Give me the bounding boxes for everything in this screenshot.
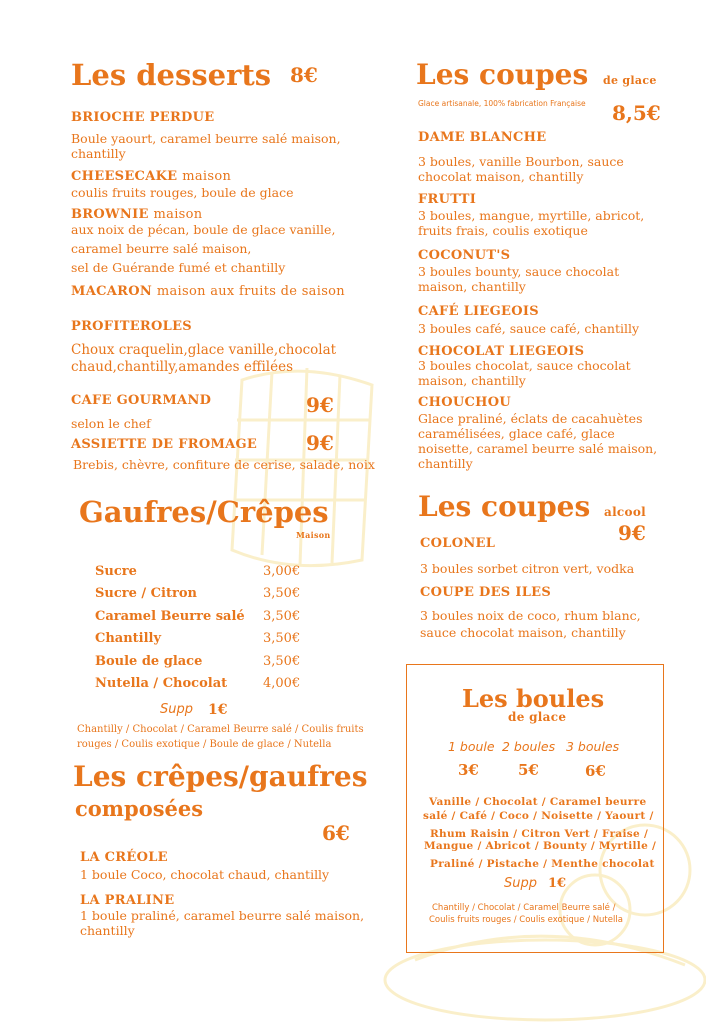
menu-item-desc: 3 boules café, sauce café, chantilly xyxy=(418,321,640,336)
menu-item-name: BRIOCHE PERDUE xyxy=(71,110,215,125)
menu-item-name: CHOCOLAT LIEGEOIS xyxy=(418,344,585,359)
menu-item-name: CHOUCHOU xyxy=(418,395,511,410)
menu-item-name: BROWNIE maison xyxy=(71,207,203,222)
gaufres-supp-list: Chantilly / Chocolat / Caramel Beurre salé / Coulis fruits rouges / Coulis exotique / Boule de glace / Nutella xyxy=(77,724,364,750)
menu-item-desc: coulis fruits rouges, boule de glace xyxy=(71,185,294,200)
boules-option-price: 5€ xyxy=(518,761,539,779)
menu-item-desc: selon le chef xyxy=(71,416,151,431)
boules-flavours: Rhum Raisin / Citron Vert / Fraise / xyxy=(430,828,649,840)
desserts-price: 8€ xyxy=(290,63,318,87)
menu-item-desc: Brebis, chèvre, confiture de cerise, salade, noix xyxy=(73,457,375,472)
menu-item-name: COCONUT'S xyxy=(418,248,511,263)
boules-option-label: 2 boules xyxy=(502,739,556,754)
boules-option-label: 3 boules xyxy=(566,739,620,754)
coupes-glace-price: 8,5€ xyxy=(612,101,661,125)
boules-option-price: 3€ xyxy=(458,761,479,779)
table-row xyxy=(95,628,300,651)
boules-supp-list: Coulis fruits rouges / Coulis exotique / Nutella xyxy=(429,915,623,925)
boules-option-label: 1 boule xyxy=(448,739,495,754)
boules-subtitle: de glace xyxy=(508,710,567,724)
boules-option-price: 6€ xyxy=(585,762,606,780)
gaufres-supp-label: Supp xyxy=(160,702,193,717)
menu-item-name: PROFITEROLES xyxy=(71,319,192,334)
menu-item-name: LA PRALINE xyxy=(80,893,175,908)
menu-item-desc: sel de Guérande fumé et chantilly xyxy=(71,260,286,275)
boules-title: Les boules xyxy=(462,684,605,713)
coupes-glace-suffix: de glace xyxy=(603,74,657,87)
row-name: Sucre xyxy=(95,563,137,579)
menu-item-desc: 1 boule praliné, caramel beurre salé maison, chantilly xyxy=(80,908,365,938)
item-price: 9€ xyxy=(306,431,334,455)
row-name: Boule de glace xyxy=(95,653,203,669)
composees-title: Les crêpes/gaufres xyxy=(73,760,368,793)
boules-flavours: Praliné / Pistache / Menthe chocolat xyxy=(430,858,655,870)
menu-item-desc: 3 boules chocolat, sauce chocolat maison, chantilly xyxy=(418,358,631,388)
menu-item-desc: Boule yaourt, caramel beurre salé maison, chantilly xyxy=(71,131,341,161)
coupes-alcool-suffix: alcool xyxy=(604,505,647,519)
row-price: 3,00€ xyxy=(263,563,301,579)
menu-item-desc: 3 boules sorbet citron vert, vodka xyxy=(420,561,635,576)
boules-flavours: Vanille / Chocolat / Caramel beurre xyxy=(429,796,647,808)
composees-price: 6€ xyxy=(322,821,350,845)
gaufres-price-table xyxy=(95,560,300,695)
composees-subtitle: composées xyxy=(75,796,204,821)
menu-item-desc: 3 boules bounty, sauce chocolat maison, chantilly xyxy=(418,264,620,294)
menu-item-desc: Glace praliné, éclats de cacahuètes caramélisées, glace café, glace noisette, caramel beurre salé maison, chantilly xyxy=(418,411,658,471)
row-name: Caramel Beurre salé xyxy=(95,608,245,624)
row-price: 3,50€ xyxy=(263,586,301,602)
table-row xyxy=(95,605,300,628)
row-name: Nutella / Chocolat xyxy=(95,676,228,692)
row-price: 3,50€ xyxy=(263,653,301,669)
coupes-glace-note: Glace artisanale, 100% fabrication Française xyxy=(418,99,586,108)
menu-item-desc: 3 boules, mangue, myrtille, abricot, fruits frais, coulis exotique xyxy=(418,208,645,238)
row-name: Sucre / Citron xyxy=(95,586,197,602)
table-row xyxy=(95,560,300,583)
table-row xyxy=(95,650,300,673)
menu-item-name: ASSIETTE DE FROMAGE xyxy=(71,437,258,452)
menu-item-desc: 3 boules, vanille Bourbon, sauce chocolat maison, chantilly xyxy=(418,154,624,184)
coupes-glace-title: Les coupes xyxy=(416,58,589,91)
desserts-title: Les desserts xyxy=(71,58,272,92)
menu-item-name: MACARON maison aux fruits de saison xyxy=(71,284,345,299)
menu-item-name: CHEESECAKE maison xyxy=(71,169,232,184)
table-row xyxy=(95,673,300,696)
coupes-alcool-price: 9€ xyxy=(618,521,646,545)
item-price: 9€ xyxy=(306,393,334,417)
gaufres-subtitle: Maison xyxy=(296,530,331,540)
menu-item-desc: caramel beurre salé maison, xyxy=(71,241,252,256)
menu-item-desc: 1 boule Coco, chocolat chaud, chantilly xyxy=(80,867,330,882)
boules-flavours: salé / Café / Coco / Noisette / Yaourt / xyxy=(423,810,654,822)
menu-item-desc: aux noix de pécan, boule de glace vanille, xyxy=(71,222,336,237)
gaufres-supp-price: 1€ xyxy=(208,702,228,718)
boules-flavours: Mangue / Abricot / Bounty / Myrtille / xyxy=(424,840,657,852)
table-row xyxy=(95,583,300,606)
menu-item-name: CAFE GOURMAND xyxy=(71,393,212,408)
menu-item-name: FRUTTI xyxy=(418,192,477,207)
menu-item-name: COUPE DES ILES xyxy=(420,585,552,600)
menu-item-desc: Choux craquelin,glace vanille,chocolat chaud,chantilly,amandes effilées xyxy=(71,342,337,375)
row-price: 3,50€ xyxy=(263,631,301,647)
menu-item-name: COLONEL xyxy=(420,536,496,551)
gaufres-title: Gaufres/Crêpes xyxy=(79,495,329,529)
boules-supp-list: Chantilly / Chocolat / Caramel Beurre salé / xyxy=(432,903,616,913)
row-price: 3,50€ xyxy=(263,608,301,624)
menu-item-name: LA CRÉOLE xyxy=(80,850,168,865)
menu-item-name: DAME BLANCHE xyxy=(418,130,547,145)
coupes-alcool-title: Les coupes xyxy=(418,490,591,523)
row-name: Chantilly xyxy=(95,631,162,647)
row-price: 4,00€ xyxy=(263,676,301,692)
menu-item-desc: 3 boules noix de coco, rhum blanc, sauce chocolat maison, chantilly xyxy=(420,608,641,640)
boules-supp-label: Supp xyxy=(504,876,537,891)
menu-item-name: CAFÉ LIEGEOIS xyxy=(418,304,539,319)
boules-supp-price: 1€ xyxy=(548,876,567,891)
